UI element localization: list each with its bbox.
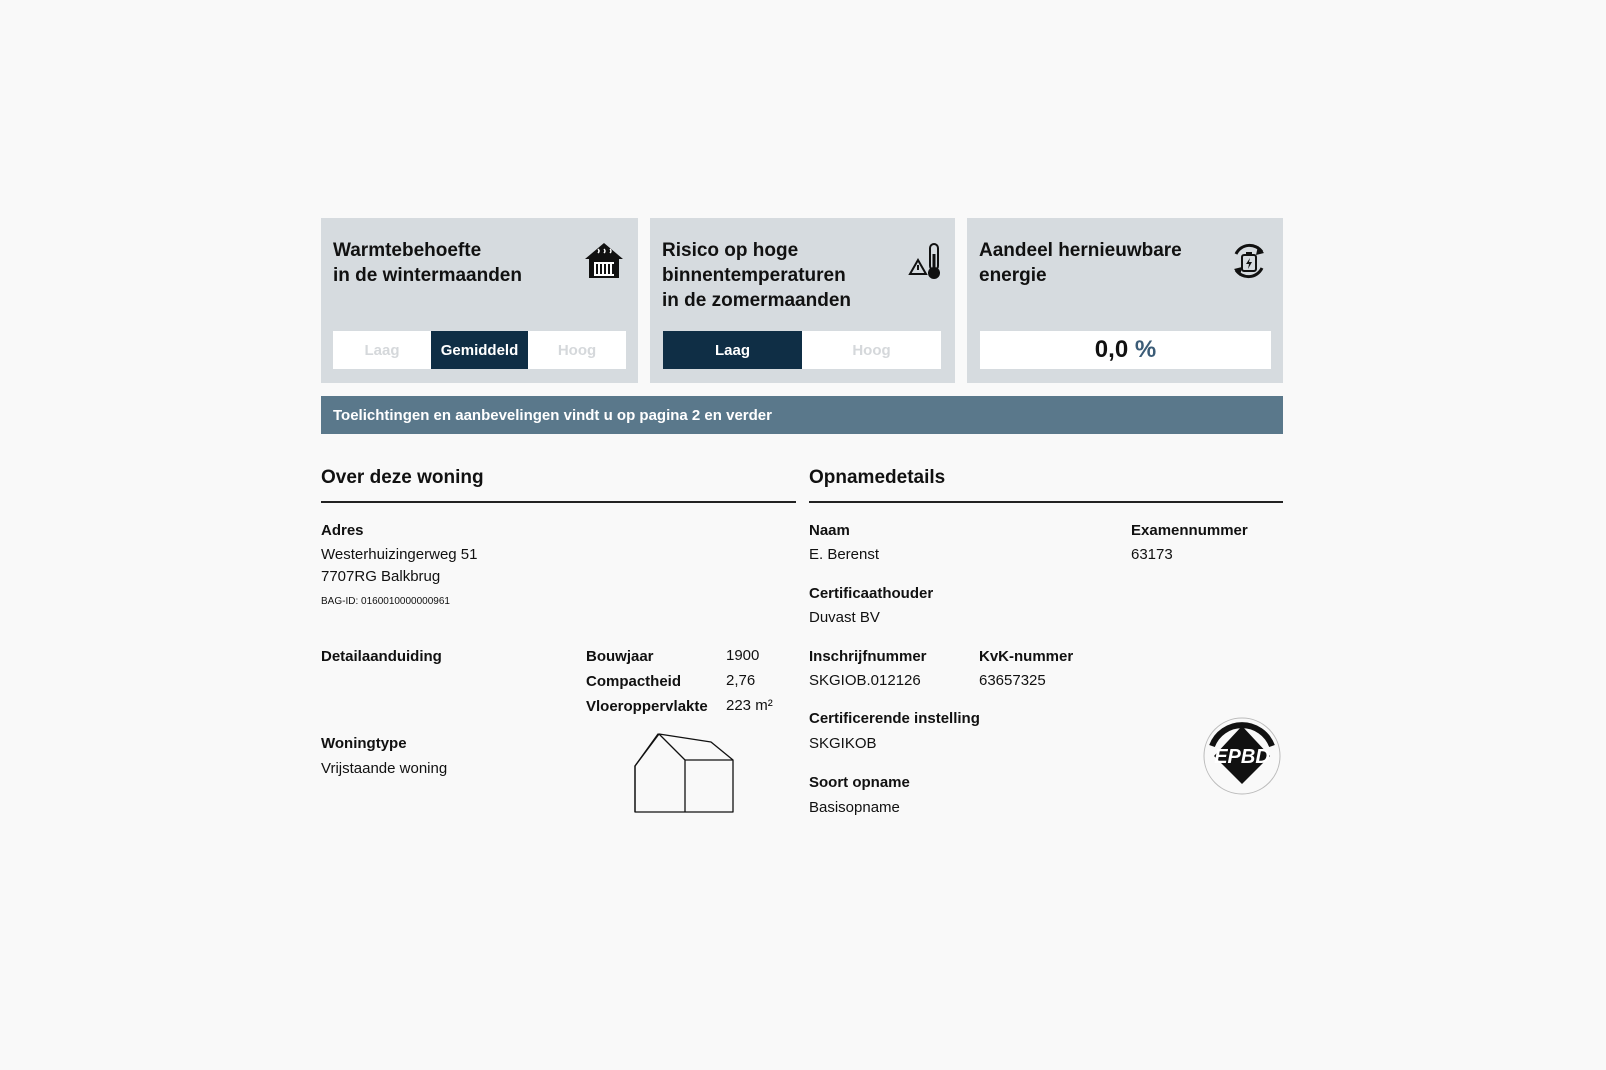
risk-option-laag: Laag xyxy=(663,331,802,369)
thermometer-warning-icon xyxy=(908,240,944,282)
inschrijfnummer-label: Inschrijfnummer xyxy=(809,648,927,665)
naam-value: E. Berenst xyxy=(809,546,880,563)
bag-id: BAG-ID: 0160010000000961 xyxy=(321,596,450,607)
vloeroppervlakte-value: 223 m² xyxy=(726,697,773,714)
heat-demand-title: Warmtebehoefte in de wintermaanden xyxy=(333,240,522,286)
renewable-energy-icon xyxy=(1228,240,1270,282)
woning-heading: Over deze woning xyxy=(321,467,484,488)
certificaathouder-label: Certificaathouder xyxy=(809,585,934,602)
overheating-risk-scale xyxy=(663,331,941,369)
adres-value: Westerhuizingerweg 51 7707RG Balkbrug xyxy=(321,546,478,585)
house-heating-icon xyxy=(583,240,625,282)
epbd-logo-text: EPBD xyxy=(1214,746,1270,768)
opname-heading: Opnamedetails xyxy=(809,467,946,488)
renewable-share-number: 0,0 xyxy=(1094,336,1129,363)
heat-option-hoog: Hoog xyxy=(557,341,597,359)
inschrijfnummer-value: SKGIOB.012126 xyxy=(809,672,921,689)
heat-demand-card xyxy=(321,218,638,383)
heat-option-laag: Laag xyxy=(364,341,400,359)
renewable-share-value xyxy=(980,331,1271,369)
naam-label: Naam xyxy=(809,522,850,539)
vloeroppervlakte-label: Vloeroppervlakte xyxy=(586,698,708,715)
opname-divider xyxy=(809,501,1283,503)
compactheid-label: Compactheid xyxy=(586,673,682,690)
risk-option-hoog: Hoog xyxy=(852,341,891,359)
adres-label: Adres xyxy=(321,522,364,539)
epbd-logo xyxy=(1200,714,1284,798)
certificerende-instelling-label: Certificerende instelling xyxy=(809,710,980,727)
detailaanduiding-label: Detailaanduiding xyxy=(321,648,442,665)
overheating-risk-card xyxy=(650,218,955,383)
certificerende-instelling-value: SKGIKOB xyxy=(809,735,877,752)
kvk-label: KvK-nummer xyxy=(979,648,1074,665)
certificaathouder-value: Duvast BV xyxy=(809,609,880,626)
renewable-share-unit: % xyxy=(1134,336,1157,363)
renewable-energy-title: Aandeel hernieuwbare energie xyxy=(979,240,1182,286)
soort-opname-label: Soort opname xyxy=(809,774,910,791)
woningtype-label: Woningtype xyxy=(321,735,407,752)
detached-house-icon xyxy=(633,730,735,816)
bouwjaar-label: Bouwjaar xyxy=(586,648,654,665)
heat-option-gemiddeld: Gemiddeld xyxy=(431,331,528,369)
examennummer-value: 63173 xyxy=(1131,546,1173,563)
overheating-risk-title: Risico op hoge binnentemperaturen in de zomermaanden xyxy=(662,240,851,311)
info-banner: Toelichtingen en aanbevelingen vindt u op pagina 2 en verder xyxy=(321,396,1283,434)
soort-opname-value: Basisopname xyxy=(809,799,900,816)
examennummer-label: Examennummer xyxy=(1131,522,1248,539)
kvk-value: 63657325 xyxy=(979,672,1046,689)
compactheid-value: 2,76 xyxy=(726,672,756,689)
woning-divider xyxy=(321,501,796,503)
renewable-energy-card xyxy=(967,218,1283,383)
bouwjaar-value: 1900 xyxy=(726,647,760,664)
heat-demand-scale xyxy=(333,331,626,369)
woningtype-value: Vrijstaande woning xyxy=(321,760,448,777)
